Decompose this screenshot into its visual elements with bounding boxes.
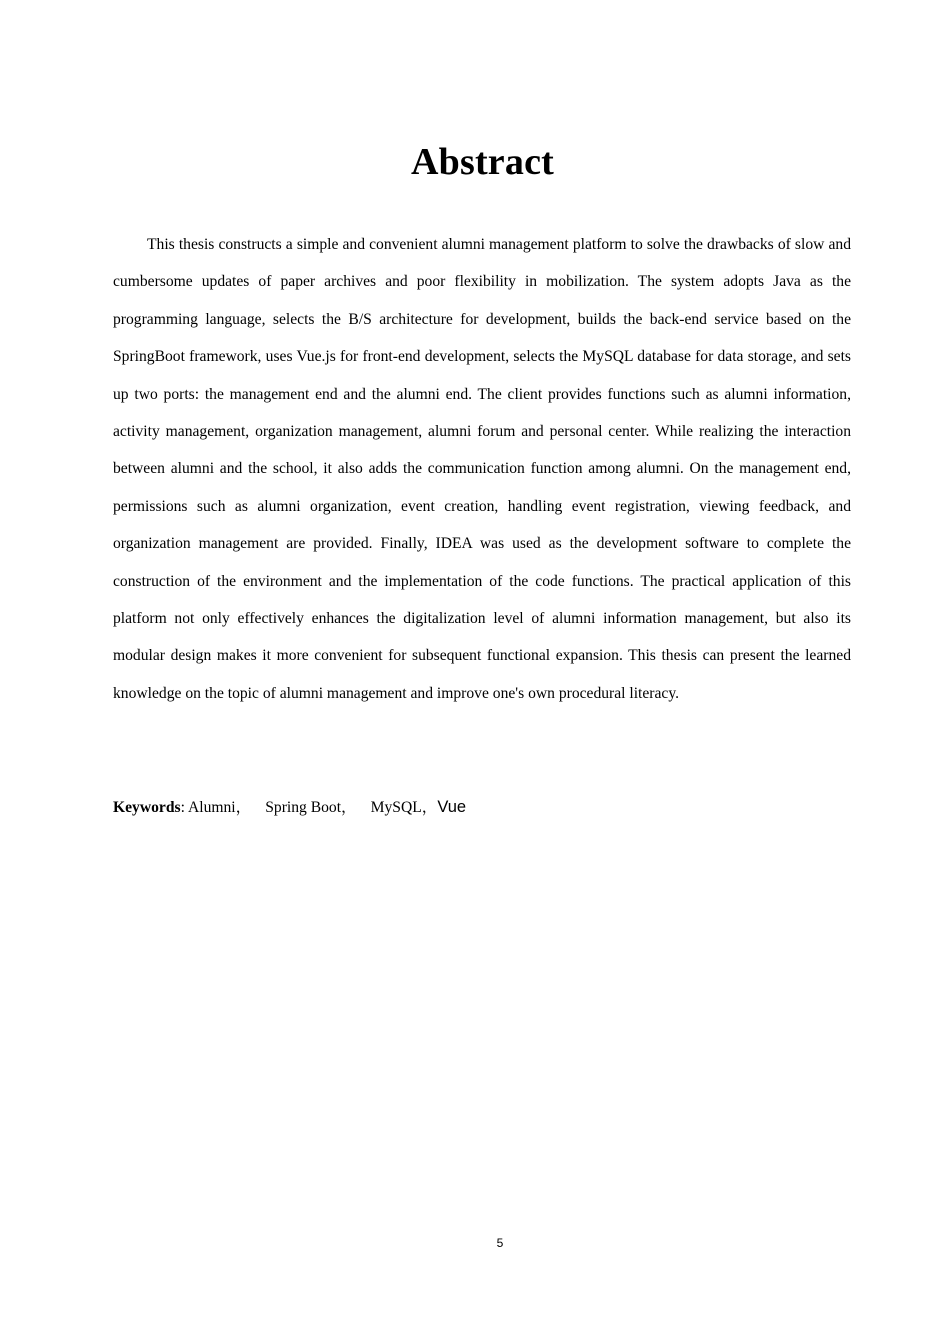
abstract-paragraph: This thesis constructs a simple and convenient alumni management platform to solve the drawbacks of slow and cumbersome updates of paper archives and poor flexibility in mobilization. The system adopts Java as the programming language, selects the B/S architecture for development, builds the back-end service based on the SpringBoot framework, uses Vue.js for front-end development, selects the MySQL database for data storage, and sets up two ports: the management end and the alumni end. The client provides functions such as alumni information, activity management, organization management, alumni forum and personal center. While realizing the interaction between alumni and the school, it also adds the communication function among alumni. On the management end, permissions such as alumni organization, event creation, handling event registration, viewing feedback, and organization management are provided. Finally, IDEA was used as the development software to complete the construction of the environment and the implementation of the code functions. The practical application of this platform not only effectively enhances the digitalization level of alumni information management, but also its modular design makes it more convenient for subsequent functional expansion. This thesis can present the learned knowledge on the topic of alumni management and improve one's own procedural literacy.: [113, 236, 851, 702]
keywords-label: Keywords: [113, 799, 181, 816]
keyword-item: Spring Boot，: [265, 799, 357, 816]
keywords-line: [113, 790, 851, 825]
page-number: 5: [496, 1236, 504, 1250]
keyword-item: MySQL，: [370, 799, 438, 816]
keywords-colon: :: [180, 799, 185, 816]
keyword-item: Alumni，: [187, 799, 252, 816]
abstract-title: Abstract: [410, 141, 554, 183]
keyword-item: Vue: [437, 798, 467, 816]
